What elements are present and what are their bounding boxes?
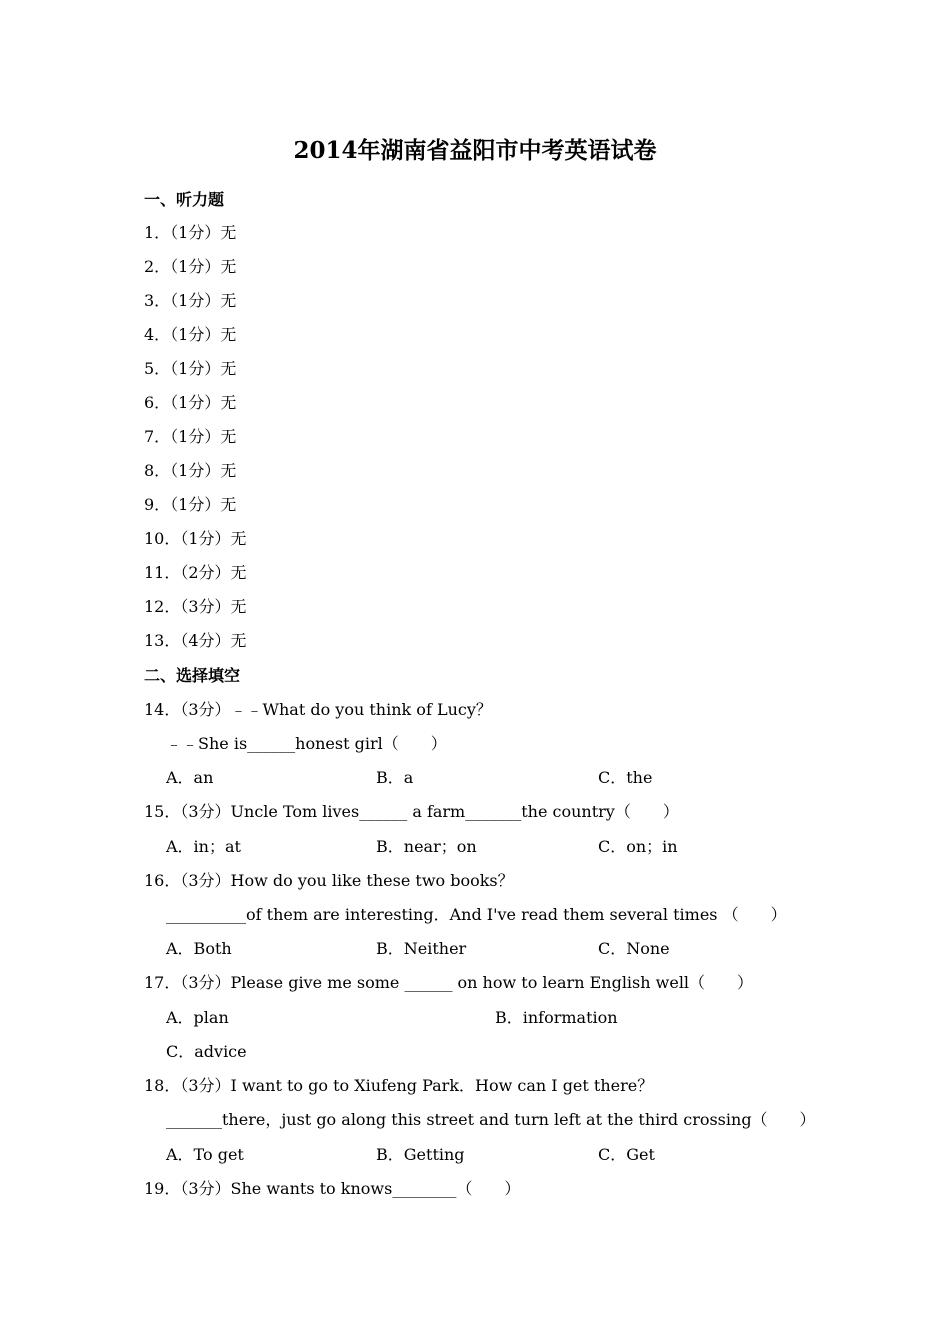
- listening-item: 12．（3分）无: [144, 597, 247, 616]
- option-a: A．in；at: [166, 837, 241, 856]
- question-sub: _______there，just go along this street and turn left at the third crossing（ ）: [166, 1110, 816, 1129]
- option-a: A．Both: [166, 939, 232, 958]
- question-stem: 15．（3分）Uncle Tom lives______ a farm_______the country（ ）: [144, 802, 679, 821]
- question-sub: ﹣﹣She is______honest girl（ ）: [166, 734, 447, 753]
- listening-item: 2．（1分）无: [144, 257, 237, 276]
- listening-item: 7．（1分）无: [144, 427, 237, 446]
- option-c: C．on；in: [598, 837, 678, 856]
- listening-item: 6．（1分）无: [144, 393, 237, 412]
- option-b: B．information: [495, 1008, 618, 1027]
- option-a: A．an: [166, 768, 214, 787]
- option-b: B．Getting: [376, 1145, 465, 1164]
- option-c: C．Get: [598, 1145, 655, 1164]
- question-stem: 18．（3分）I want to go to Xiufeng Park．How can I get there？: [144, 1076, 654, 1095]
- section-choice-heading: 二、选择填空: [144, 666, 241, 685]
- question-stem: 14．（3分）﹣﹣What do you think of Lucy？: [144, 700, 492, 719]
- option-b: B．Neither: [376, 939, 467, 958]
- question-stem: 17．（3分）Please give me some ______ on how to learn English well（ ）: [144, 973, 754, 992]
- question-stem: 16．（3分）How do you like these two books？: [144, 871, 514, 890]
- section-listening-heading: 一、听力题: [144, 190, 225, 209]
- question-sub: __________of them are interesting．And I've read them several times （ ）: [166, 905, 787, 924]
- listening-item: 9．（1分）无: [144, 495, 237, 514]
- option-c: C．None: [598, 939, 670, 958]
- option-b: B．near；on: [376, 837, 477, 856]
- listening-item: 11．（2分）无: [144, 563, 247, 582]
- listening-item: 4．（1分）无: [144, 325, 237, 344]
- exam-title: 2014年湖南省益阳市中考英语试卷: [293, 137, 657, 164]
- question-stem: 19．（3分）She wants to knows________（ ）: [144, 1179, 521, 1198]
- option-a: A．To get: [166, 1145, 244, 1164]
- listening-item: 1．（1分）无: [144, 223, 237, 242]
- listening-item: 5．（1分）无: [144, 359, 237, 378]
- listening-item: 8．（1分）无: [144, 461, 237, 480]
- option-a: A．plan: [166, 1008, 229, 1027]
- option-c: C．advice: [166, 1042, 247, 1061]
- option-b: B．a: [376, 768, 414, 787]
- listening-item: 3．（1分）无: [144, 291, 237, 310]
- listening-item: 10．（1分）无: [144, 529, 247, 548]
- listening-item: 13．（4分）无: [144, 631, 247, 650]
- option-c: C．the: [598, 768, 653, 787]
